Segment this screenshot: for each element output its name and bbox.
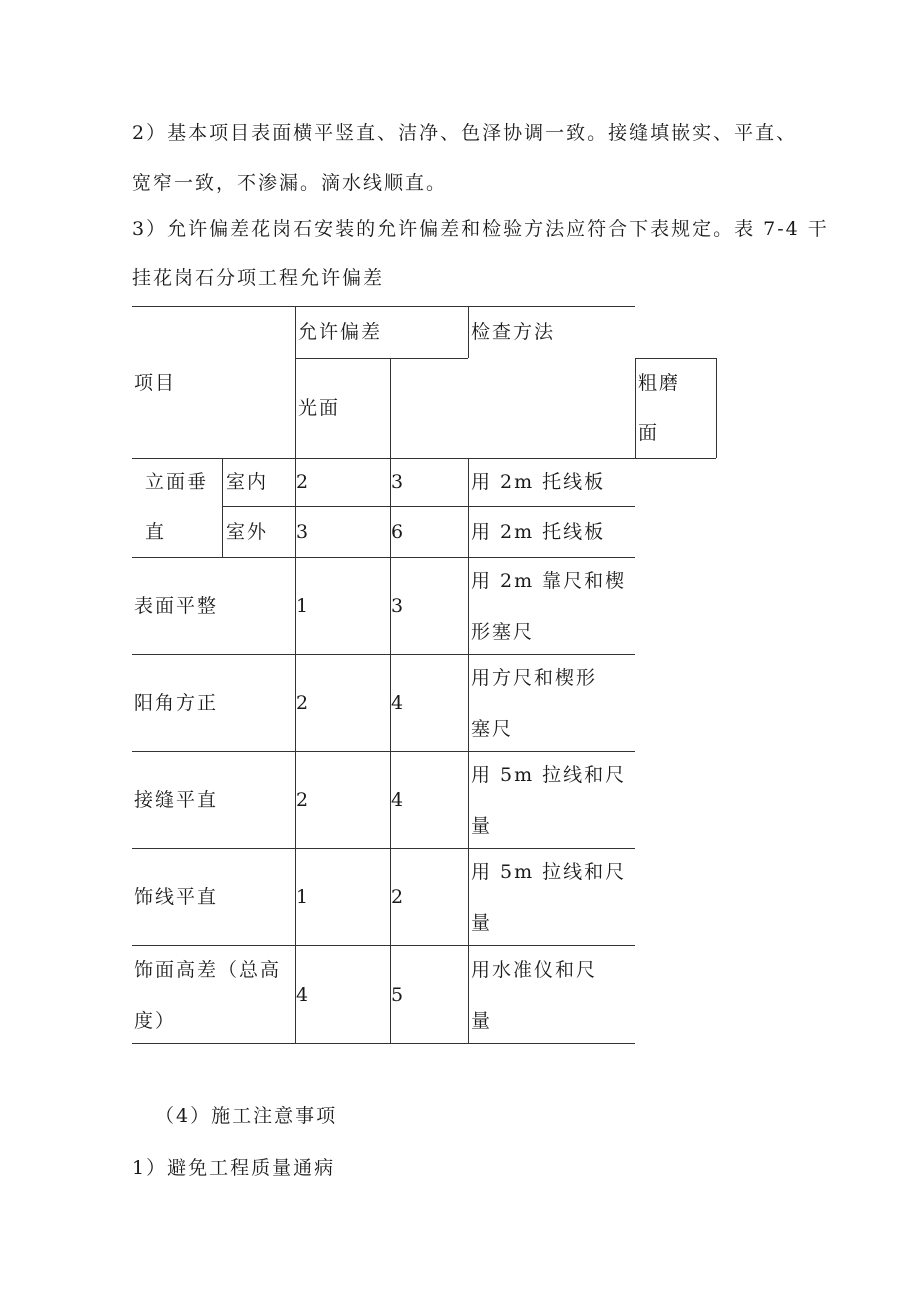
row-rough-value: 2 <box>391 886 404 908</box>
table-border-bottom <box>132 1043 635 1044</box>
row-rough-value: 5 <box>391 984 404 1006</box>
row-method-line1: 用 2m 托线板 <box>471 471 606 493</box>
row-method-line1: 用 5m 拉线和尺 <box>471 764 627 786</box>
table-line-row1 <box>222 506 635 507</box>
row-item-line1: 饰面高差（总高 <box>134 959 282 981</box>
table-line-rough-box-right <box>716 358 717 458</box>
row-item-line2: 直 <box>145 521 167 543</box>
row-method-line2: 形塞尺 <box>471 621 535 643</box>
table-line-header-bottom <box>132 458 716 459</box>
row-method-line2: 量 <box>471 1010 493 1032</box>
row-item-line1: 接缝平直 <box>134 789 219 811</box>
row-polished-value: 1 <box>296 595 309 617</box>
row-method-line2: 量 <box>471 815 493 837</box>
table-line-rough-top <box>635 358 716 359</box>
row-item-line1: 表面平整 <box>134 595 219 617</box>
table-line-row6 <box>132 945 635 946</box>
table-line-row2 <box>132 557 635 558</box>
row-polished-value: 4 <box>296 984 309 1006</box>
row-item-line2: 度） <box>134 1010 177 1032</box>
row-rough-value: 3 <box>391 471 404 493</box>
row-rough-value: 4 <box>391 789 404 811</box>
table-line-method-col-top <box>468 306 469 358</box>
row-item-line1: 阳角方正 <box>134 692 219 714</box>
row-item-line1: 饰线平直 <box>134 886 219 908</box>
row-method-line1: 用 5m 拉线和尺 <box>471 861 627 883</box>
row-method-line2: 塞尺 <box>471 718 514 740</box>
row-method-line1: 用 2m 托线板 <box>471 521 606 543</box>
paragraph-2-line-1: 2）基本项目表面横平竖直、洁净、色泽协调一致。接缝填嵌实、平直、 <box>132 122 798 144</box>
header-polished: 光面 <box>298 397 341 419</box>
table-line-header-mid <box>295 358 468 359</box>
paragraph-3-line-2: 挂花岗石分项工程允许偏差 <box>132 267 385 289</box>
header-allowed-deviation: 允许偏差 <box>298 321 383 343</box>
table-line-sub-col <box>222 458 223 557</box>
header-rough-line1: 粗磨 <box>638 372 681 394</box>
header-check-method: 检查方法 <box>471 321 556 343</box>
row-sub-outdoor: 室外 <box>226 521 269 543</box>
header-rough-line2: 面 <box>638 422 660 444</box>
row-polished-value: 1 <box>296 886 309 908</box>
row-method-line1: 用水准仪和尺 <box>471 959 598 981</box>
table-line-row4 <box>132 751 635 752</box>
header-item: 项目 <box>134 372 177 394</box>
table-line-row3 <box>132 654 635 655</box>
row-sub-indoor: 室内 <box>226 471 269 493</box>
section-heading: （4）施工注意事项 <box>155 1105 338 1127</box>
row-polished-value: 2 <box>296 471 309 493</box>
table-line-row5 <box>132 848 635 849</box>
table-border-top <box>132 306 635 307</box>
row-polished-value: 3 <box>296 521 309 543</box>
row-rough-value: 4 <box>391 692 404 714</box>
table-line-rough-box-left <box>635 358 636 458</box>
row-polished-value: 2 <box>296 692 309 714</box>
table-line-polished-col <box>295 306 296 1043</box>
paragraph-3-line-1: 3）允许偏差花岗石安装的允许偏差和检验方法应符合下表规定。表 7-4 干 <box>132 218 829 240</box>
section-item-1: 1）避免工程质量通病 <box>132 1157 336 1179</box>
row-rough-value: 3 <box>391 595 404 617</box>
row-method-line1: 用方尺和楔形 <box>471 667 598 689</box>
row-method-line1: 用 2m 靠尺和楔 <box>471 570 627 592</box>
row-polished-value: 2 <box>296 789 309 811</box>
row-method-line2: 量 <box>471 912 493 934</box>
row-item-line1: 立面垂 <box>145 471 209 493</box>
table-line-method-col <box>468 458 469 1043</box>
row-rough-value: 6 <box>391 521 404 543</box>
paragraph-2-line-2: 宽窄一致，不渗漏。滴水线顺直。 <box>132 172 448 194</box>
